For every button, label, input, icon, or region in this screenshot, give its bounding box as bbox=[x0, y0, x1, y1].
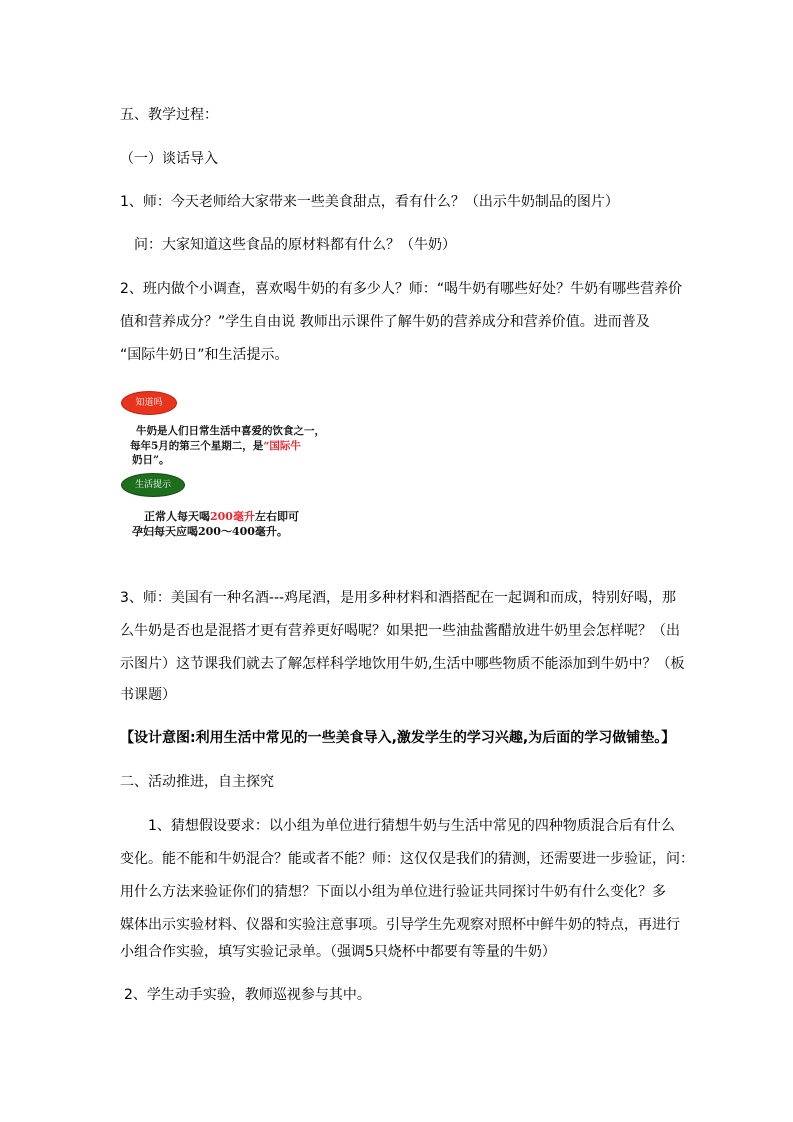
paragraph-4-line-4: 媒体出示实验材料、仪器和实验注意事项。引导学生先观察对照杯中鲜牛奶的特点，再进行 bbox=[120, 917, 680, 933]
slide-fact-line-2: 每年5月的第三个星期二，是“国际牛 bbox=[130, 440, 301, 452]
slide-fact-line-3: 奶日”。 bbox=[132, 454, 170, 466]
section-title-activity: 二、活动推进，自主探究 bbox=[120, 774, 274, 790]
paragraph-4-line-5: 小组合作实验，填写实验记录单。（强调5只烧杯中都要有等量的牛奶） bbox=[120, 944, 556, 960]
paragraph-2-line-3: “国际牛奶日”和生活提示。 bbox=[120, 347, 289, 363]
heading-teaching-process: 五、教学过程： bbox=[120, 107, 218, 123]
paragraph-2-line-1: 2、班内做个小调查，喜欢喝牛奶的有多少人？师：“喝牛奶有哪些好处？牛奶有哪些营养价 bbox=[120, 281, 683, 297]
courseware-slide-image bbox=[120, 390, 360, 550]
paragraph-3-line-3: 示图片）这节课我们就去了解怎样科学地饮用牛奶,生活中哪些物质不能添加到牛奶中？（板 bbox=[120, 656, 685, 672]
paragraph-1-question: 问：大家知道这些食品的原材料都有什么？（牛奶） bbox=[134, 237, 456, 253]
badge-did-you-know: 知道吗 bbox=[122, 392, 176, 414]
slide-fact-line-1: 牛奶是人们日常生活中喜爱的饮食之一， bbox=[136, 425, 325, 437]
paragraph-3-line-2: 么牛奶是否也是混搭才更有营养更好喝呢？如果把一些油盐酱醋放进牛奶里会怎样呢？（出 bbox=[120, 623, 680, 639]
paragraph-5: 2、学生动手实验，教师巡视参与其中。 bbox=[124, 987, 371, 1003]
paragraph-4-line-2: 变化。能不能和牛奶混合？能或者不能？师：这仅仅是我们的猜测，还需要进一步验证，问： bbox=[120, 851, 694, 867]
design-intent: 【设计意图:利用生活中常见的一些美食导入,激发学生的学习兴趣,为后面的学习做铺垫。】 bbox=[120, 730, 676, 746]
paragraph-4-line-3: 用什么方法来验证你们的猜想？下面以小组为单位进行验证共同探讨牛奶有什么变化？多 bbox=[120, 884, 666, 900]
paragraph-1: 1、师：今天老师给大家带来一些美食甜点，看有什么？（出示牛奶制品的图片） bbox=[120, 194, 619, 210]
badge-life-tips: 生活提示 bbox=[122, 474, 184, 496]
section-title-intro: （一）谈话导入 bbox=[120, 151, 218, 167]
paragraph-3-line-1: 3、师：美国有一种名酒---鸡尾酒，是用多种材料和酒搭配在一起调和而成，特别好喝，那 bbox=[120, 590, 677, 606]
paragraph-4-line-1: 1、猜想假设要求：以小组为单位进行猜想牛奶与生活中常见的四种物质混合后有什么 bbox=[148, 818, 675, 834]
slide-tip-line-1: 正常人每天喝200毫升左右即可 bbox=[144, 510, 299, 523]
paragraph-2-line-2: 值和营养成分？”学生自由说 教师出示课件了解牛奶的营养成分和营养价值。进而普及 bbox=[120, 314, 650, 330]
paragraph-3-line-4: 书课题） bbox=[120, 687, 176, 703]
slide-tip-line-2: 孕妇每天应喝200～400毫升。 bbox=[132, 525, 288, 538]
